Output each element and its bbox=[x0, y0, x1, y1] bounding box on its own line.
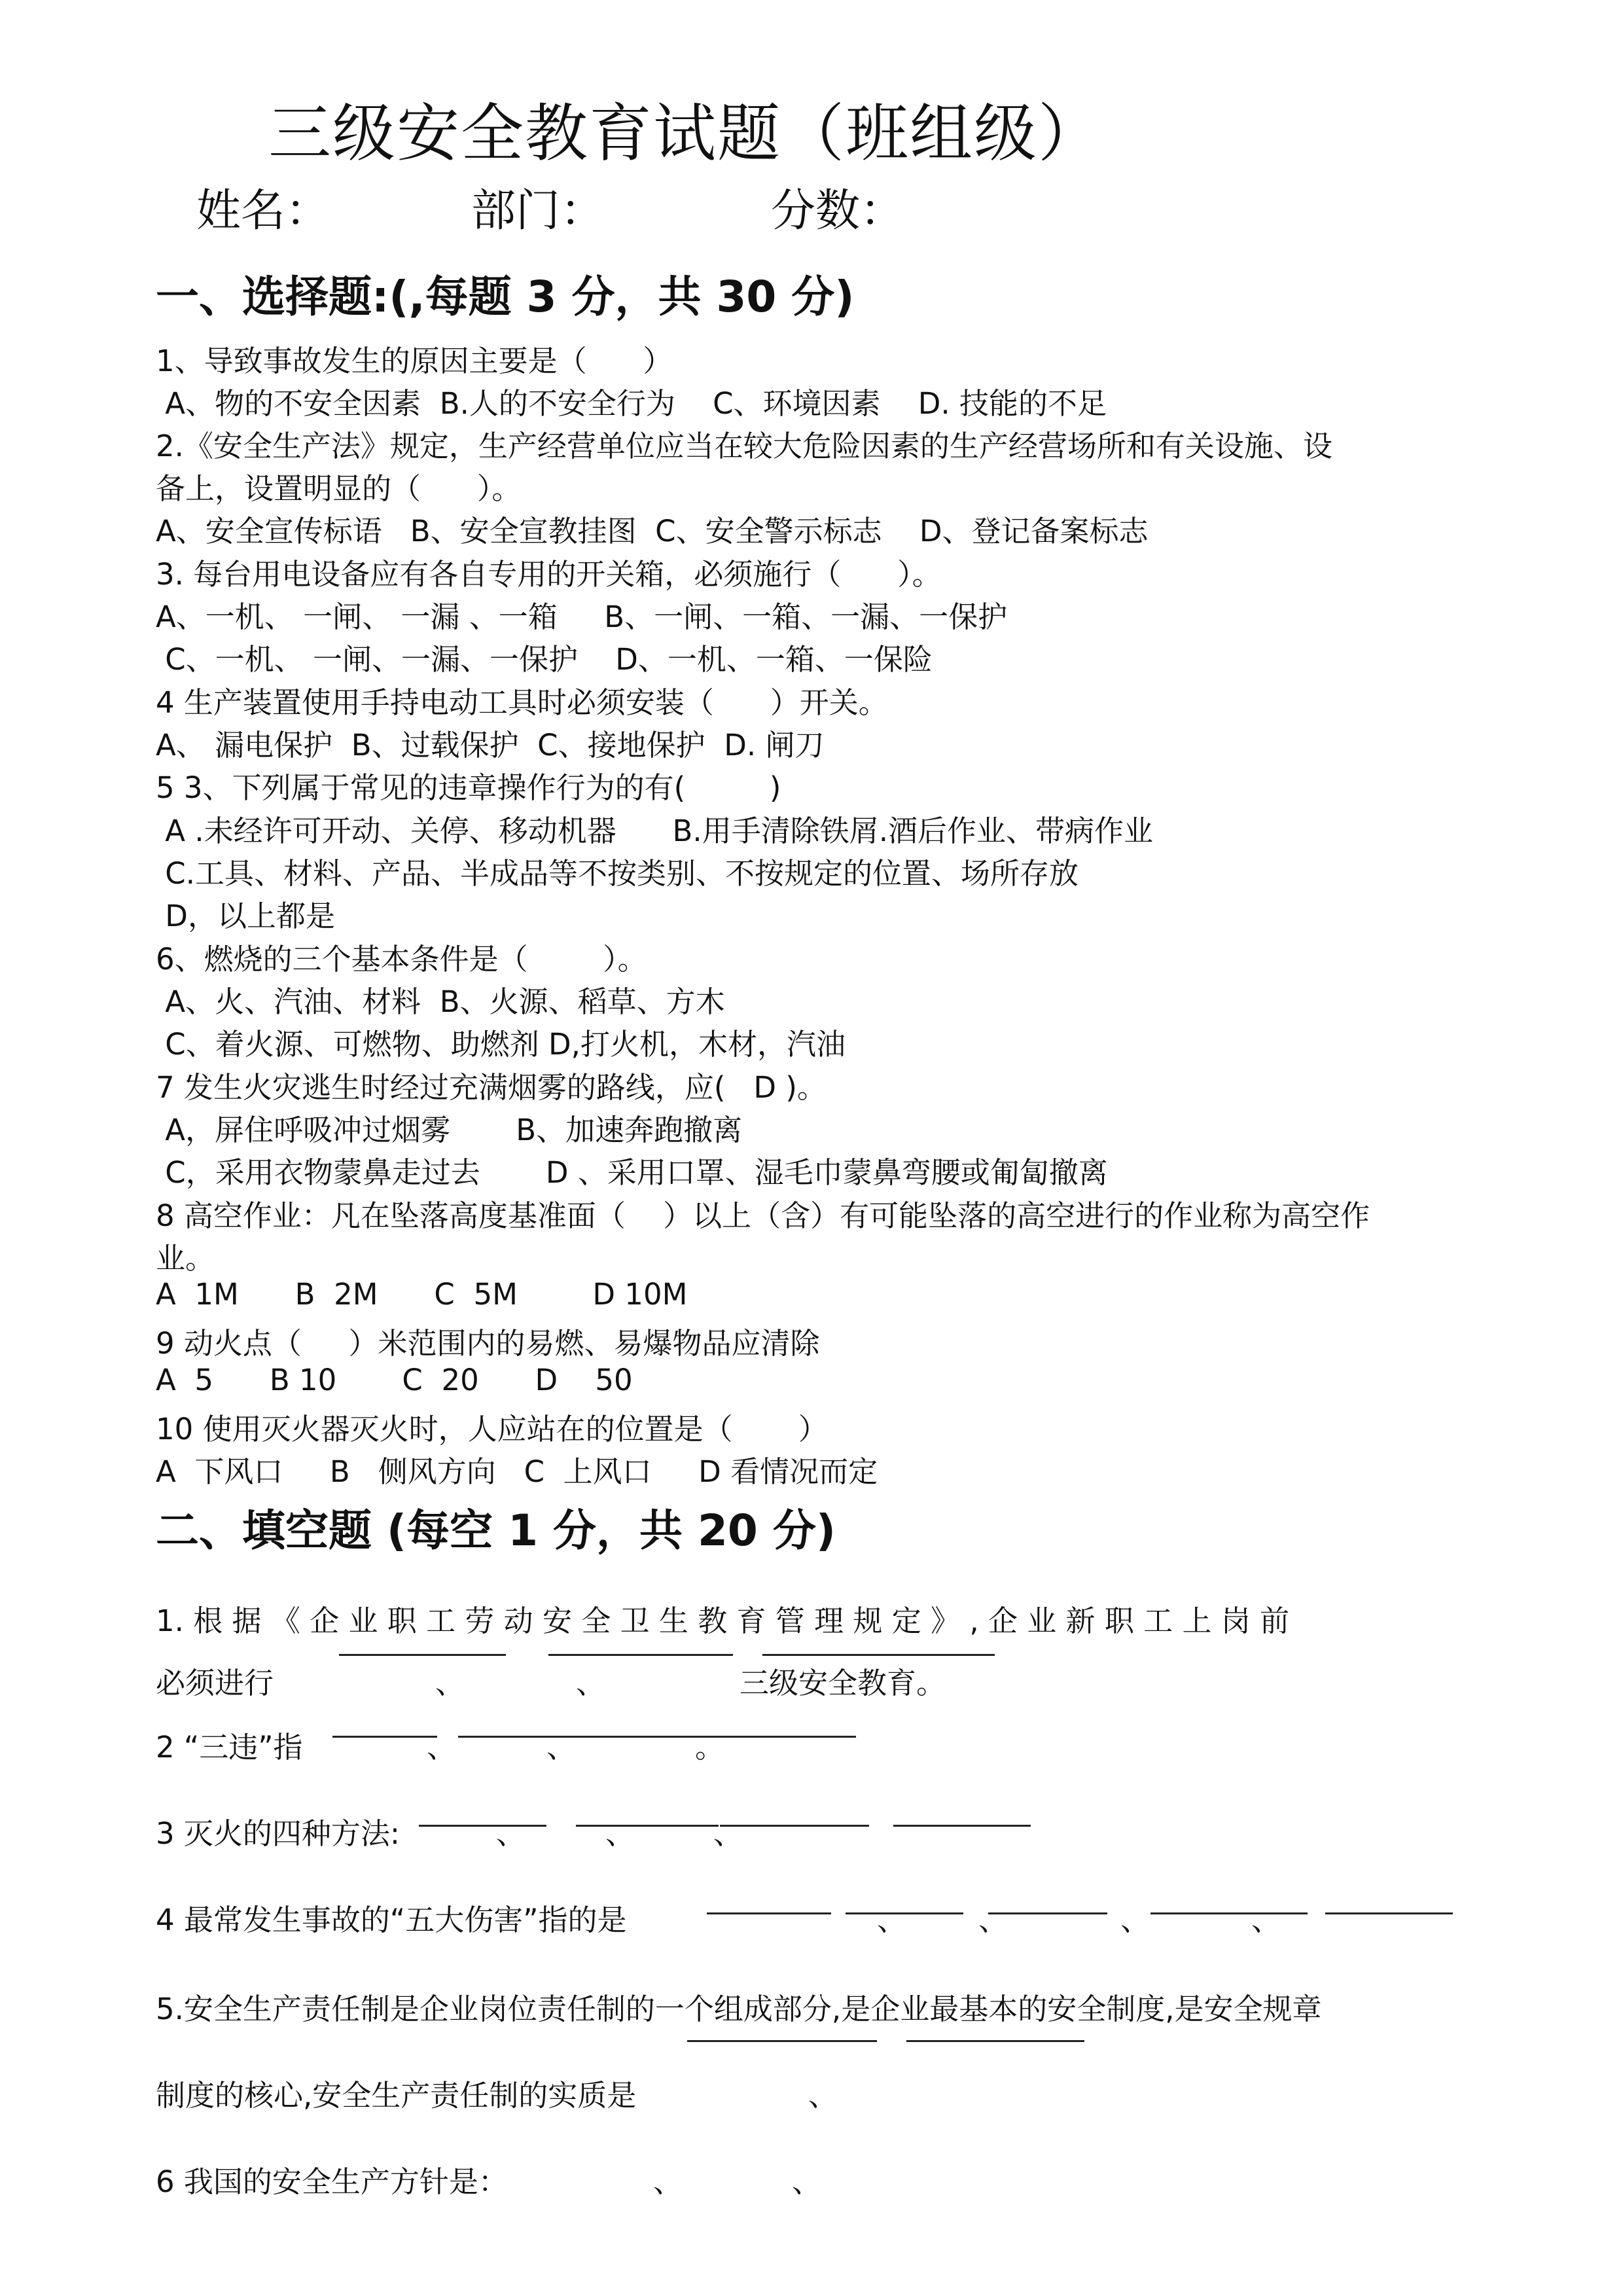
section-choice-heading: 一、选择题:(,每题 3 分，共 30 分) bbox=[156, 272, 855, 322]
blank-q4-1[interactable] bbox=[707, 1912, 831, 1914]
choice-line: 5 3、下列属于常见的违章操作行为的有( ) bbox=[156, 770, 781, 805]
fill-q4-prefix: 4 最常发生事故的“五大伤害”指的是 bbox=[156, 1903, 627, 1937]
fill-q3-sep1: 、 bbox=[496, 1816, 526, 1851]
choice-line: 3. 每台用电设备应有各自专用的开关箱，必须施行（ ）。 bbox=[156, 557, 942, 592]
blank-q1-3[interactable] bbox=[762, 1654, 995, 1656]
choice-line: A 1M B 2M C 5M D 10M bbox=[156, 1277, 688, 1312]
blank-q3-4[interactable] bbox=[893, 1825, 1031, 1827]
choice-line: 1、导致事故发生的原因主要是（ ） bbox=[156, 344, 673, 378]
choice-line: A，屏住呼吸冲过烟雾 B、加速奔跑撤离 bbox=[156, 1113, 743, 1147]
fill-q1-sep2: 、 bbox=[576, 1666, 606, 1700]
choice-line: A、安全宣传标语 B、安全宣教挂图 C、安全警示标志 D、登记备案标志 bbox=[156, 514, 1149, 548]
blank-q1-2[interactable] bbox=[548, 1654, 733, 1656]
choice-line: A .未经许可开动、关停、移动机器 B.用手清除铁屑.酒后作业、带病作业 bbox=[156, 814, 1154, 848]
blank-q4-5[interactable] bbox=[1325, 1912, 1453, 1914]
fill-q1-prefix: 必须进行 bbox=[156, 1666, 274, 1700]
choice-line: D，以上都是 bbox=[156, 899, 335, 933]
fill-q2-prefix: 2 “三违”指 bbox=[156, 1730, 303, 1765]
choice-line: 6、燃烧的三个基本条件是（ ）。 bbox=[156, 942, 647, 977]
choice-line: 4 生产装置使用手持电动工具时必须安装（ ）开关。 bbox=[156, 685, 888, 720]
fill-q3-sep3: 、 bbox=[713, 1816, 743, 1851]
fill-q2-end: 。 bbox=[695, 1730, 725, 1765]
page-title: 三级安全教育试题（班组级） bbox=[268, 97, 1102, 170]
choice-line: C，采用衣物蒙鼻走过去 D 、采用口罩、湿毛巾蒙鼻弯腰或匍匐撤离 bbox=[156, 1155, 1108, 1190]
fill-q4-sep1: 、 bbox=[877, 1903, 907, 1937]
choice-line: 备上，设置明显的（ ）。 bbox=[156, 471, 522, 506]
fill-q1-line1: 1. 根 据 《 企 业 职 工 劳 动 安 全 卫 生 教 育 管 理 规 定 》 , 企 业 新 职 工 上 岗 前 bbox=[156, 1604, 1290, 1638]
choice-line: 2.《安全生产法》规定，生产经营单位应当在较大危险因素的生产经营场所和有关设施、设 bbox=[156, 429, 1332, 463]
blank-q5-1[interactable] bbox=[687, 2040, 877, 2042]
choice-line: C、一机、 一闸、一漏、一保护 D、一机、一箱、一保险 bbox=[156, 642, 933, 677]
fill-q3-sep2: 、 bbox=[605, 1816, 635, 1851]
blank-q4-3[interactable] bbox=[988, 1912, 1107, 1914]
choice-line: 8 高空作业：凡在坠落高度基准面（ ）以上（含）有可能坠落的高空进行的作业称为高空作 bbox=[156, 1198, 1370, 1233]
choice-line: C、着火源、可燃物、助燃剂 D,打火机，木材，汽油 bbox=[156, 1027, 846, 1062]
choice-line: 业。 bbox=[156, 1241, 215, 1276]
choice-line: A、一机、 一闸、 一漏 、一箱 B、一闸、一箱、一漏、一保护 bbox=[156, 600, 1008, 634]
name-label: 姓名： bbox=[196, 185, 330, 237]
blank-q5-2[interactable] bbox=[906, 2040, 1084, 2042]
blank-q3-2[interactable] bbox=[576, 1825, 719, 1827]
dept-label: 部门： bbox=[471, 185, 605, 237]
choice-line: 7 发生火灾逃生时经过充满烟雾的路线，应( D )。 bbox=[156, 1070, 827, 1105]
fill-q4-sep4: 、 bbox=[1251, 1903, 1281, 1937]
choice-line: 9 动火点（ ）米范围内的易燃、易爆物品应清除 bbox=[156, 1326, 820, 1361]
fill-q5-sep: 、 bbox=[808, 2078, 838, 2113]
choice-line: 10 使用灭火器灭火时，人应站在的位置是（ ） bbox=[156, 1412, 828, 1446]
fill-q2-sep1: 、 bbox=[427, 1730, 457, 1765]
fill-q6-sep1: 、 bbox=[653, 2164, 683, 2199]
blank-q1-1[interactable] bbox=[339, 1654, 506, 1656]
fill-q4-sep2: 、 bbox=[978, 1903, 1008, 1937]
score-label: 分数： bbox=[771, 185, 905, 237]
fill-q5-line1: 5.安全生产责任制是企业岗位责任制的一个组成部分,是企业最基本的安全制度,是安全规章 bbox=[156, 1992, 1322, 2026]
choice-line: A 下风口 B 侧风方向 C 上风口 D 看情况而定 bbox=[156, 1454, 878, 1489]
section-fill-heading: 二、填空题 (每空 1 分，共 20 分) bbox=[156, 1505, 836, 1556]
blank-q2-2[interactable] bbox=[458, 1736, 856, 1738]
fill-q6-sep2: 、 bbox=[792, 2164, 822, 2199]
choice-line: A、物的不安全因素 B.人的不安全行为 C、环境因素 D. 技能的不足 bbox=[156, 386, 1107, 421]
choice-line: A、 漏电保护 B、过载保护 C、接地保护 D. 闸刀 bbox=[156, 728, 825, 762]
blank-q3-1[interactable] bbox=[419, 1825, 546, 1827]
blank-q4-4[interactable] bbox=[1150, 1912, 1308, 1914]
choice-line: A、火、汽油、材料 B、火源、稻草、方木 bbox=[156, 984, 725, 1019]
choice-line: A 5 B 10 C 20 D 50 bbox=[156, 1363, 633, 1397]
fill-q4-sep3: 、 bbox=[1120, 1903, 1150, 1937]
fill-q3-prefix: 3 灭火的四种方法: bbox=[156, 1816, 401, 1851]
fill-q2-sep2: 、 bbox=[546, 1730, 577, 1765]
fill-q6-prefix: 6 我国的安全生产方针是： bbox=[156, 2164, 508, 2199]
blank-q3-3[interactable] bbox=[720, 1825, 869, 1827]
blank-q2-1[interactable] bbox=[332, 1736, 437, 1738]
fill-q1-sep1: 、 bbox=[435, 1666, 465, 1700]
fill-q1-suffix: 三级安全教育。 bbox=[740, 1666, 946, 1700]
choice-line: C.工具、材料、产品、半成品等不按类别、不按规定的位置、场所存放 bbox=[156, 856, 1079, 891]
fill-q5-line2: 制度的核心,安全生产责任制的实质是 bbox=[156, 2078, 637, 2113]
